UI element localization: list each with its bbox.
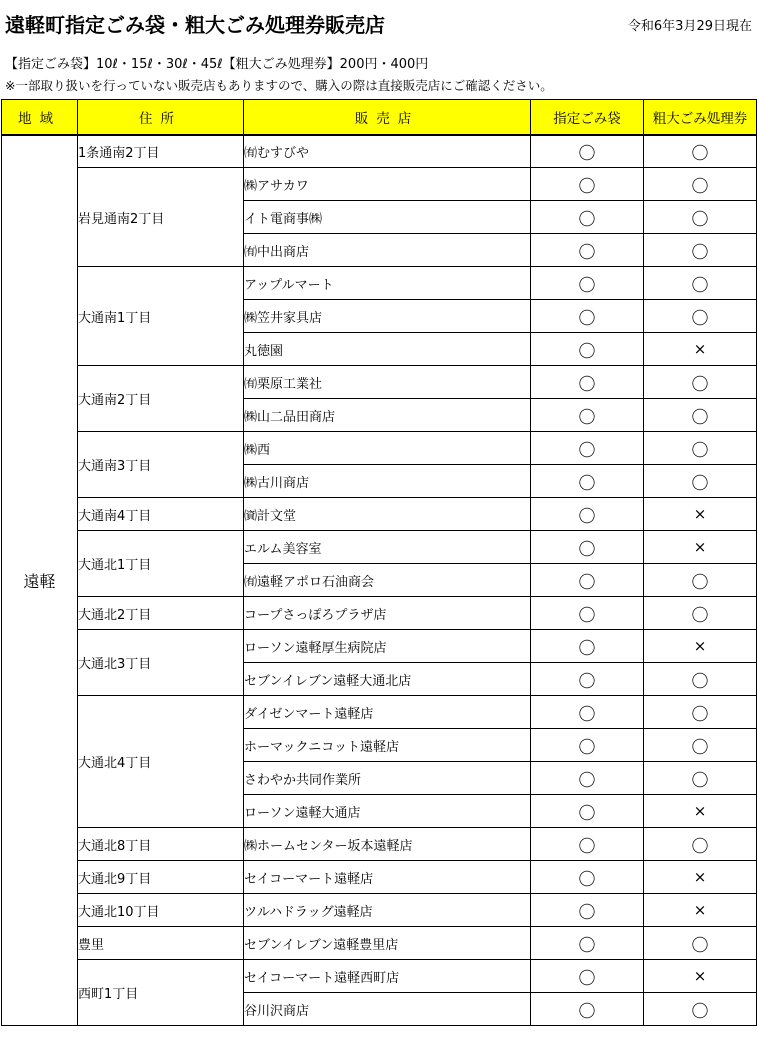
table-row xyxy=(2,630,757,663)
bag-availability-cell: 〇 xyxy=(531,597,644,630)
bag-availability-cell: 〇 xyxy=(531,498,644,531)
ticket-availability-cell: 〇 xyxy=(644,927,757,960)
address-cell: 大通北3丁目 xyxy=(78,630,244,696)
bag-availability-cell: 〇 xyxy=(531,234,644,267)
ticket-availability-cell: 〇 xyxy=(644,597,757,630)
store-name-cell: エルム美容室 xyxy=(244,531,531,564)
ticket-availability-cell: × xyxy=(644,498,757,531)
table-header-row xyxy=(2,100,757,135)
address-cell: 大通北9丁目 xyxy=(78,861,244,894)
table-row xyxy=(2,135,757,168)
ticket-availability-cell: 〇 xyxy=(644,465,757,498)
bag-availability-cell: 〇 xyxy=(531,993,644,1026)
ticket-availability-cell: 〇 xyxy=(644,663,757,696)
table-row xyxy=(2,828,757,861)
store-table xyxy=(1,99,757,1026)
ticket-availability-cell: × xyxy=(644,795,757,828)
table-row xyxy=(2,267,757,300)
bag-availability-cell: 〇 xyxy=(531,432,644,465)
bag-availability-cell: 〇 xyxy=(531,762,644,795)
store-name-cell: ローソン遠軽厚生病院店 xyxy=(244,630,531,663)
bag-availability-cell: 〇 xyxy=(531,168,644,201)
table-row xyxy=(2,432,757,465)
ticket-availability-cell: 〇 xyxy=(644,135,757,168)
store-name-cell: ダイゼンマート遠軽店 xyxy=(244,696,531,729)
bag-availability-cell: 〇 xyxy=(531,267,644,300)
ticket-availability-cell: 〇 xyxy=(644,366,757,399)
table-row xyxy=(2,498,757,531)
table-row xyxy=(2,168,757,201)
store-name-cell: セイコーマート遠軽西町店 xyxy=(244,960,531,993)
bag-availability-cell: 〇 xyxy=(531,135,644,168)
store-name-cell: コープさっぽろプラザ店 xyxy=(244,597,531,630)
store-name-cell: ㈱西 xyxy=(244,432,531,465)
ticket-availability-cell: 〇 xyxy=(644,399,757,432)
ticket-availability-cell: 〇 xyxy=(644,300,757,333)
table-row xyxy=(2,927,757,960)
store-name-cell: ㈱笠井家具店 xyxy=(244,300,531,333)
table-row xyxy=(2,696,757,729)
address-cell: 大通南2丁目 xyxy=(78,366,244,432)
address-cell: 豊里 xyxy=(78,927,244,960)
bag-availability-cell: 〇 xyxy=(531,696,644,729)
store-name-cell: ㈱アサカワ xyxy=(244,168,531,201)
ticket-availability-cell: × xyxy=(644,531,757,564)
store-name-cell: ㈲遠軽アポロ石油商会 xyxy=(244,564,531,597)
store-name-cell: ツルハドラッグ遠軽店 xyxy=(244,894,531,927)
bag-availability-cell: 〇 xyxy=(531,465,644,498)
column-header-ticket: 粗大ごみ処理券 xyxy=(644,100,757,135)
bag-availability-cell: 〇 xyxy=(531,300,644,333)
table-row xyxy=(2,861,757,894)
bag-availability-cell: 〇 xyxy=(531,366,644,399)
bag-availability-cell: 〇 xyxy=(531,663,644,696)
table-row xyxy=(2,597,757,630)
ticket-availability-cell: 〇 xyxy=(644,828,757,861)
table-row xyxy=(2,531,757,564)
store-name-cell: セイコーマート遠軽店 xyxy=(244,861,531,894)
region-cell: 遠軽 xyxy=(2,135,78,1026)
store-name-cell: ㈱山二品田商店 xyxy=(244,399,531,432)
table-row xyxy=(2,894,757,927)
store-name-cell: 谷川沢商店 xyxy=(244,993,531,1026)
ticket-availability-cell: × xyxy=(644,333,757,366)
store-name-cell: ホーマックニコット遠軽店 xyxy=(244,729,531,762)
ticket-availability-cell: × xyxy=(644,630,757,663)
price-info: 【指定ごみ袋】10ℓ・15ℓ・30ℓ・45ℓ【粗大ごみ処理券】200円・400円 xyxy=(5,57,429,72)
bag-availability-cell: 〇 xyxy=(531,333,644,366)
store-name-cell: さわやか共同作業所 xyxy=(244,762,531,795)
bag-availability-cell: 〇 xyxy=(531,894,644,927)
store-name-cell: セブンイレブン遠軽大通北店 xyxy=(244,663,531,696)
ticket-availability-cell: 〇 xyxy=(644,201,757,234)
store-name-cell: ㈲栗原工業社 xyxy=(244,366,531,399)
column-header-region: 地域 xyxy=(2,100,78,135)
address-cell: 大通北1丁目 xyxy=(78,531,244,597)
bag-availability-cell: 〇 xyxy=(531,861,644,894)
ticket-availability-cell: 〇 xyxy=(644,993,757,1026)
store-name-cell: ㈲中出商店 xyxy=(244,234,531,267)
ticket-availability-cell: 〇 xyxy=(644,267,757,300)
bag-availability-cell: 〇 xyxy=(531,960,644,993)
address-cell: 大通北4丁目 xyxy=(78,696,244,828)
store-name-cell: ローソン遠軽大通店 xyxy=(244,795,531,828)
bag-availability-cell: 〇 xyxy=(531,564,644,597)
bag-availability-cell: 〇 xyxy=(531,795,644,828)
as-of-date: 令和6年3月29日現在 xyxy=(627,19,752,34)
bag-availability-cell: 〇 xyxy=(531,927,644,960)
address-cell: 大通南1丁目 xyxy=(78,267,244,366)
ticket-availability-cell: 〇 xyxy=(644,729,757,762)
bag-availability-cell: 〇 xyxy=(531,531,644,564)
bag-availability-cell: 〇 xyxy=(531,729,644,762)
ticket-availability-cell: 〇 xyxy=(644,696,757,729)
address-cell: 西町1丁目 xyxy=(78,960,244,1026)
store-name-cell: セブンイレブン遠軽豊里店 xyxy=(244,927,531,960)
store-name-cell: ㈲むすびや xyxy=(244,135,531,168)
ticket-availability-cell: × xyxy=(644,894,757,927)
column-header-bag: 指定ごみ袋 xyxy=(531,100,644,135)
ticket-availability-cell: 〇 xyxy=(644,762,757,795)
ticket-availability-cell: × xyxy=(644,861,757,894)
page-title: 遠軽町指定ごみ袋・粗大ごみ処理券販売店 xyxy=(5,13,385,37)
address-cell: 大通南3丁目 xyxy=(78,432,244,498)
ticket-availability-cell: 〇 xyxy=(644,168,757,201)
bag-availability-cell: 〇 xyxy=(531,399,644,432)
address-cell: 大通北2丁目 xyxy=(78,597,244,630)
ticket-availability-cell: 〇 xyxy=(644,432,757,465)
bag-availability-cell: 〇 xyxy=(531,630,644,663)
ticket-availability-cell: 〇 xyxy=(644,234,757,267)
store-name-cell: イト電商事㈱ xyxy=(244,201,531,234)
column-header-store: 販売店 xyxy=(244,100,531,135)
bag-availability-cell: 〇 xyxy=(531,201,644,234)
address-cell: 岩見通南2丁目 xyxy=(78,168,244,267)
address-cell: 1条通南2丁目 xyxy=(78,135,244,168)
store-name-cell: 丸徳園 xyxy=(244,333,531,366)
notice-text: ※一部取り扱いを行っていない販売店もありますので、購入の際は直接販売店にご確認ください。 xyxy=(5,78,553,93)
store-name-cell: アップルマート xyxy=(244,267,531,300)
address-cell: 大通北8丁目 xyxy=(78,828,244,861)
column-header-address: 住所 xyxy=(78,100,244,135)
store-name-cell: ㈱古川商店 xyxy=(244,465,531,498)
table-row xyxy=(2,366,757,399)
store-name-cell: ㈾計文堂 xyxy=(244,498,531,531)
store-name-cell: ㈱ホームセンター坂本遠軽店 xyxy=(244,828,531,861)
ticket-availability-cell: × xyxy=(644,960,757,993)
address-cell: 大通北10丁目 xyxy=(78,894,244,927)
ticket-availability-cell: 〇 xyxy=(644,564,757,597)
table-row xyxy=(2,960,757,993)
table-body xyxy=(2,135,757,1026)
bag-availability-cell: 〇 xyxy=(531,828,644,861)
address-cell: 大通南4丁目 xyxy=(78,498,244,531)
